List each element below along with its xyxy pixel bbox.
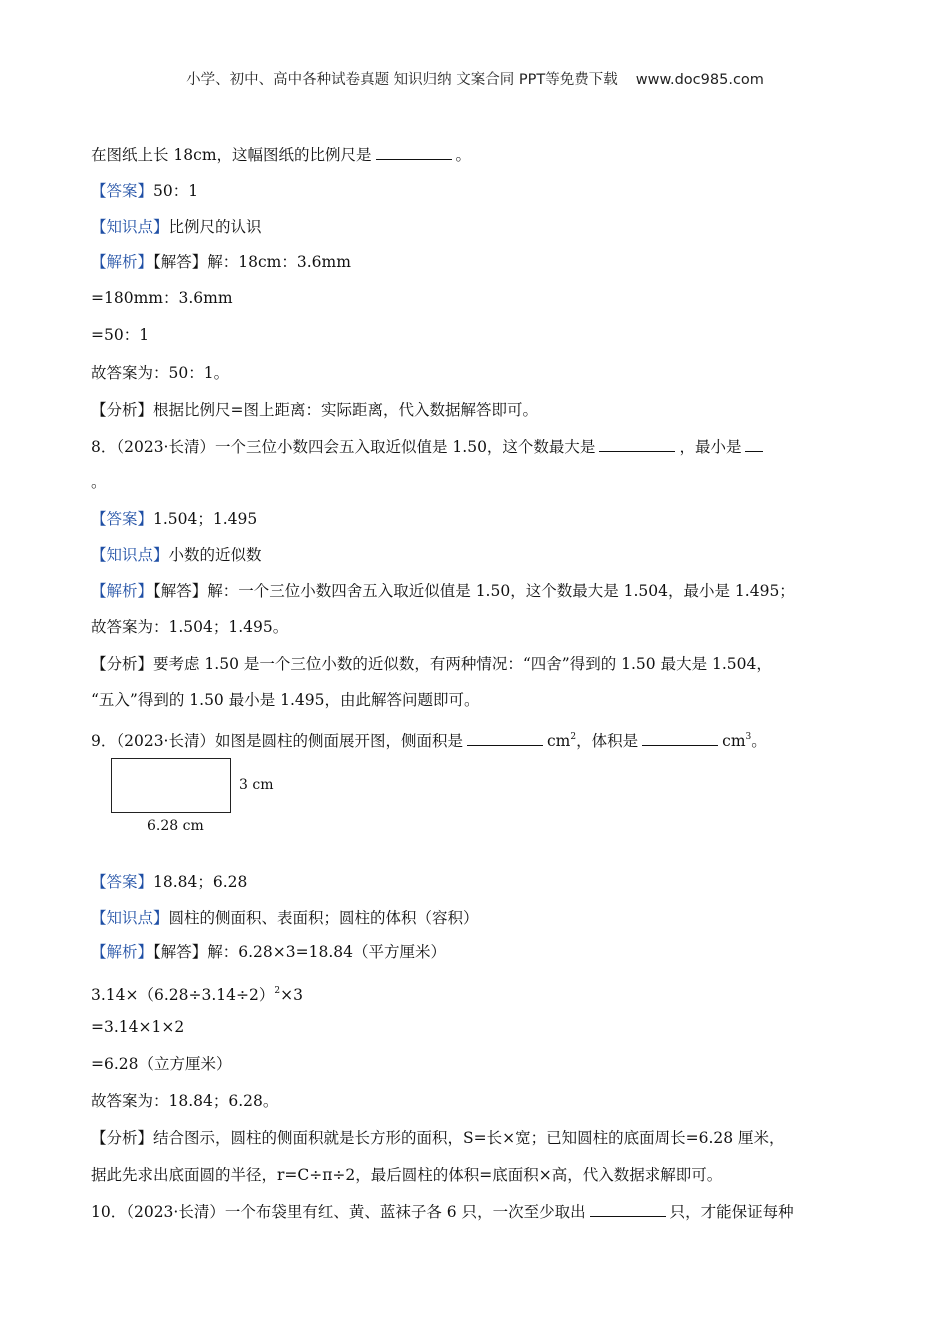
q9-step-3: =6.28（立方厘米）	[91, 1055, 232, 1073]
q8-answer	[91, 508, 257, 530]
q9-step-1	[91, 980, 303, 1006]
q7-stem-text: 在图纸上长 18cm，这幅图纸的比例尺是	[91, 146, 372, 164]
q10-stem-text: 10．（2023·长清）一个布袋里有红、黄、蓝袜子各 6 只，一次至少取出	[91, 1203, 586, 1221]
height-label: 3 cm	[239, 777, 274, 793]
q9-unit-area-exponent: 2	[570, 732, 577, 742]
q9-solution	[91, 941, 446, 963]
q9-knowledge-point	[91, 907, 479, 929]
q8-min-blank[interactable]	[745, 436, 763, 452]
answer-tag: 【答案】	[91, 510, 154, 528]
q9-stem-text-2: ，体积是	[576, 732, 639, 750]
q7-answer	[91, 180, 198, 202]
q8-conclusion: 故答案为：1.504；1.495。	[91, 618, 289, 636]
page-header	[0, 68, 950, 89]
solution-tag: 【解析】	[91, 943, 154, 961]
q8-analysis-2: “五入”得到的 1.50 最小是 1.495，由此解答问题即可。	[91, 691, 480, 709]
knowledge-point-tag: 【知识点】	[91, 546, 169, 564]
q9-area-blank[interactable]	[467, 730, 543, 746]
q8-knowledge-point-text: 小数的近似数	[168, 546, 262, 564]
q8-stem	[91, 436, 767, 458]
q7-knowledge-point-text: 比例尺的认识	[168, 218, 262, 236]
q10-answer-blank[interactable]	[590, 1201, 666, 1217]
q7-solution	[91, 251, 351, 273]
q9-unit-area: cm	[547, 732, 571, 750]
q7-stem	[91, 144, 471, 166]
lateral-rectangle	[111, 758, 231, 813]
q9-conclusion: 故答案为：18.84；6.28。	[91, 1092, 279, 1110]
answer-tag: 【答案】	[91, 182, 154, 200]
cylinder-net-figure	[111, 758, 331, 844]
q7-knowledge-point	[91, 216, 262, 238]
q7-step-2: =50：1	[91, 326, 150, 344]
q8-answer-value: 1.504；1.495	[153, 510, 258, 528]
q7-solution-text: 【解答】解：18cm：3.6mm	[153, 253, 351, 271]
q8-knowledge-point	[91, 544, 262, 566]
q9-step-1-tail: ×3	[280, 986, 303, 1004]
q9-stem-end: 。	[751, 732, 767, 750]
q7-conclusion: 故答案为：50：1。	[91, 364, 230, 382]
knowledge-point-tag: 【知识点】	[91, 218, 169, 236]
q9-knowledge-point-text: 圆柱的侧面积、表面积；圆柱的体积（容积）	[168, 909, 479, 927]
q8-analysis-1: 【分析】要考虑 1.50 是一个三位小数的近似数，有两种情况：“四舍”得到的 1.50 最大是 1.504，	[91, 655, 772, 673]
q9-volume-blank[interactable]	[642, 730, 718, 746]
q9-step-2: =3.14×1×2	[91, 1018, 185, 1036]
q7-stem-end: 。	[455, 146, 472, 164]
answer-tag: 【答案】	[91, 873, 154, 891]
solution-tag: 【解析】	[91, 253, 154, 271]
q9-answer-value: 18.84；6.28	[153, 873, 248, 891]
q9-stem	[91, 726, 767, 752]
width-label: 6.28 cm	[147, 818, 204, 834]
header-text: 小学、初中、高中各种试卷真题 知识归纳 文案合同 PPT等免费下载	[186, 72, 618, 88]
q9-stem-text: 9．（2023·长清）如图是圆柱的侧面展开图，侧面积是	[91, 732, 463, 750]
knowledge-point-tag: 【知识点】	[91, 909, 169, 927]
q7-answer-blank[interactable]	[376, 144, 452, 160]
q9-answer	[91, 871, 247, 893]
header-site-link[interactable]: www.doc985.com	[635, 72, 764, 88]
solution-tag: 【解析】	[91, 582, 154, 600]
q9-unit-volume-exponent: 3	[745, 732, 752, 742]
q8-solution	[91, 580, 795, 602]
q8-stem-text-2: ，最小是	[679, 438, 742, 456]
q10-stem-text-2: 只，才能保证每种	[669, 1203, 794, 1221]
q9-step-1-text: 3.14×（6.28÷3.14÷2）	[91, 986, 275, 1004]
q7-step-1: =180mm：3.6mm	[91, 289, 233, 307]
q8-max-blank[interactable]	[599, 436, 675, 452]
q9-analysis-1: 【分析】结合图示，圆柱的侧面积就是长方形的面积，S=长×宽；已知圆柱的底面周长=6.28 厘米，	[91, 1129, 785, 1147]
q9-analysis-2: 据此先求出底面圆的半径，r=C÷π÷2，最后圆柱的体积=底面积×高，代入数据求解即可。	[91, 1166, 723, 1184]
q8-stem-text: 8．（2023·长清）一个三位小数四会五入取近似值是 1.50，这个数最大是	[91, 438, 596, 456]
q9-solution-text: 【解答】解：6.28×3=18.84（平方厘米）	[153, 943, 446, 961]
q9-step-1-exponent: 2	[274, 986, 281, 996]
q9-unit-volume: cm	[722, 732, 746, 750]
q7-answer-value: 50：1	[153, 182, 199, 200]
q7-analysis: 【分析】根据比例尺=图上距离：实际距离，代入数据解答即可。	[91, 401, 538, 419]
q8-solution-text: 【解答】解：一个三位小数四舍五入取近似值是 1.50，这个数最大是 1.504，最小是 1.495；	[153, 582, 795, 600]
q8-stem-end: 。	[91, 473, 107, 491]
q10-stem	[91, 1201, 794, 1223]
